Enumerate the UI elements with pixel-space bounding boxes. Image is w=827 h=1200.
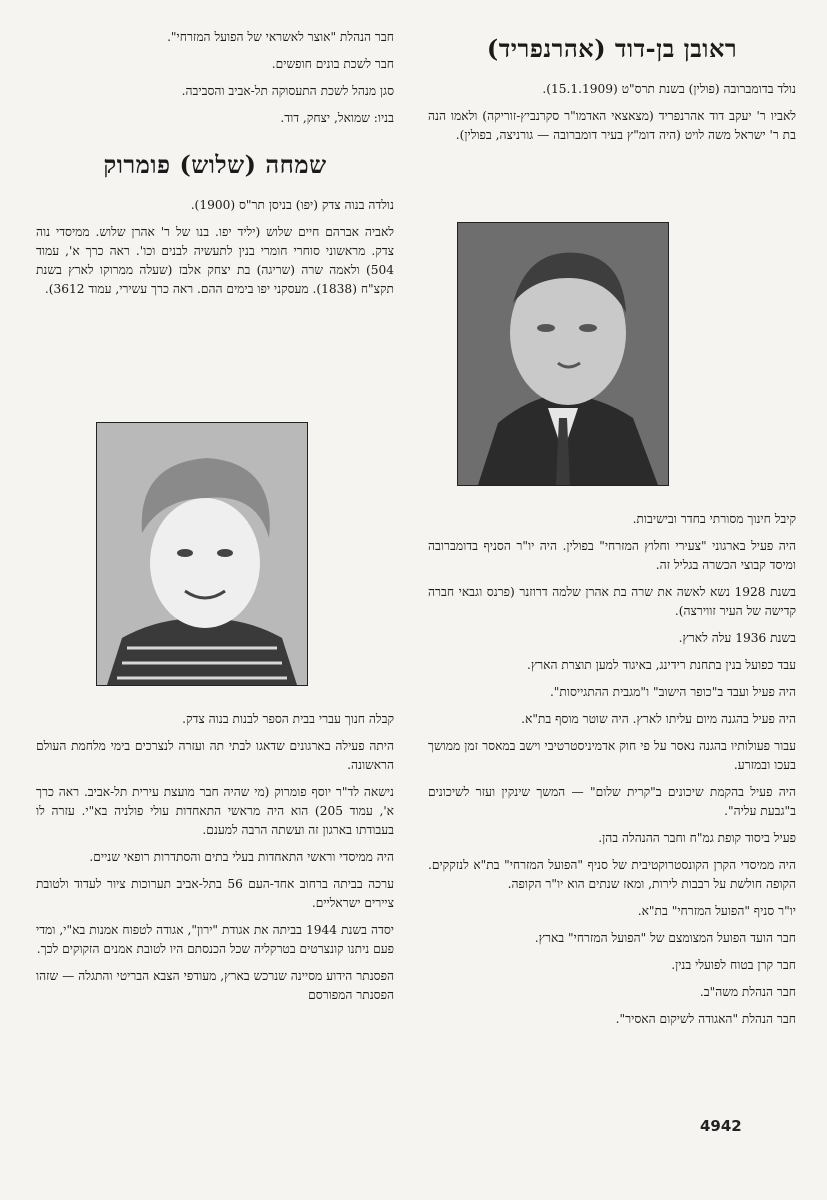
paragraph: היה ממיסדי וראשי התאחדות בעלי בתים והסתדרות רופאי שניים.: [89, 850, 394, 864]
paragraph: עבור פעולותיו בהגנה נאסר על פי חוק אדמיניסטרטיבי וישב במאסר זמן ממושך בעכו ובמזרע.: [428, 739, 796, 772]
paragraph: היה פעיל בארגוני "צעירי וחלוץ המזרחי" בפולין. היה יו"ר הסניף בדומברובה ומיסד קבוצי הכשרה בגליל זה.: [428, 539, 796, 572]
biography-title-left: שמחה (שלוש) פומרוק: [103, 150, 327, 179]
paragraph: יו"ר סניף "הפועל המזרחי" בת"א.: [637, 904, 796, 918]
paragraph: חבר הנהלת "האגודה לשיקום האסיר".: [615, 1012, 796, 1026]
paragraph: בניו: שמואל, יצחק, דוד.: [280, 111, 394, 125]
paragraph: נולד בדומברובה (פולין) בשנת תרס"ט (15.1.1909).: [542, 82, 796, 96]
paragraph: בשנת 1928 נשא לאשה את שרה בת אהרן שלמה דרוזנר (פרנס וגבאי חברה קדישה של העיר זווירצה).: [428, 585, 796, 618]
paragraph: חבר לשכת בונים חופשים.: [271, 57, 394, 71]
paragraph: ערכה בביתה ברחוב אחד-העם 56 בתל-אביב תערוכות ציור לעדוד ולטובת ציירים ישראליים.: [36, 877, 394, 910]
paragraph: בשנת 1936 עלה לארץ.: [678, 631, 796, 645]
paragraph: עבד כפועל בנין בתחנת רידינג, באיגוד למען תוצרת הארץ.: [526, 658, 796, 672]
paragraph: קיבל חינוך מסורתי בחדר ובישיבות.: [632, 512, 796, 526]
paragraph: יסדה בשנת 1944 בביתה את אגודת "ירון", אגודה לטפוח אמנות בא"י, ומדי פעם ניתנו קונצרטים בטרקליה שכל הכנסתם היו לטובת אמנים הזקוקים לכך.: [36, 923, 394, 956]
biography-title-right: ראובן בן-דוד (אהרנפריד): [486, 34, 738, 63]
paragraph: נולדה בנוה צדק (יפו) בניסן תר"ס (1900).: [190, 198, 394, 212]
portrait-photo-man: [457, 222, 669, 486]
paragraph: היה פעיל בהגנה מיום עליתו לארץ. היה שוטר מוסף בת"א.: [521, 712, 796, 726]
paragraph: חבר הועד הפועל המצומצם של "הפועל המזרחי" בארץ.: [534, 931, 796, 945]
paragraph: נישאה לד"ר יוסף פומרוק (מי שהיה חבר מועצת עירית תל-אביב. ראה כרך א', עמוד 205) הוא היה מראשי התאחדות עולי פולניה בא"י. עזרה לו בעבודתו בארגון זה ועשתה הרבה למענם.: [36, 785, 394, 837]
left-column-continued: [36, 710, 394, 1013]
paragraph: היה פעיל ועבד ב"כופר הישוב" ו"מגבית ההתגייסות".: [549, 685, 796, 699]
paragraph: לאביו ר' יעקב דוד אהרנפריד (מצאצאי האדמו"ר סקרנביץ-זוריקה) ולאמו הנה בת ר' ישראל משה לויט (היה דומ"ץ בעיר דומברובה — גורניצה, בפולין).: [428, 109, 796, 142]
paragraph: היה פעיל בהקמת שיכונים ב"קרית שלום" — המשך שינקין ועזר לשיכונים ב"גבעת עליה".: [428, 785, 796, 818]
right-column-continued: [428, 510, 796, 1037]
paragraph: חבר הנהלת "אוצר לאשראי של הפועל המזרחי".: [167, 30, 394, 44]
paragraph: הפסנתר הידוע מסיינה שנרכש בארץ, מעודפי הצבא הבריטי והתגלה — שזהו הפסנתר המפורסם: [36, 969, 394, 1002]
paragraph: חבר הנהלת משה"ב.: [699, 985, 796, 999]
paragraph: לאביה אברהם חיים שלוש (יליד יפו. בנו של ר' אהרן שלוש. ממיסדי נוה צדק. מראשוני סוחרי חומרי בנין לתעשיה לבנים וכו'. ראה כרך א', עמוד 504) ולאמה שרה (שריגה) בת יצחק אלבז (שעלה ממרוקו לארץ בשנת תקצ"ח (1838). מעסקני יפו בימים ההם. ראה כרך עשירי, עמוד 3612).: [36, 225, 394, 296]
paragraph: סגן מנהל לשכת התעסוקה תל-אביב והסביבה.: [181, 84, 394, 98]
paragraph: היה ממיסדי הקרן הקונסטרוקטיבית של סניף "הפועל המזרחי" בת"א לנזקקים. הקופה חולשת על רבבות לירות, ומאז שנתים הוא יו"ר הקופה.: [428, 858, 796, 891]
paragraph: קבלה חנוך עברי בבית הספר לבנות בנוה צדק.: [182, 712, 394, 726]
paragraph: פעיל ביסוד קופת גמ"ח וחבר ההנהלה בהן.: [598, 831, 796, 845]
portrait-photo-woman: [96, 422, 308, 686]
right-column: [428, 28, 796, 153]
paragraph: חבר קרן בטוח לפועלי בנין.: [671, 958, 796, 972]
paragraph: היתה פעילה בארגונים שדאגו לבתי תה ועזרה לנצרכים בימי מלחמת העולם הראשונה.: [36, 739, 394, 772]
page-number: 4942: [700, 1117, 742, 1135]
left-column: [36, 28, 394, 307]
